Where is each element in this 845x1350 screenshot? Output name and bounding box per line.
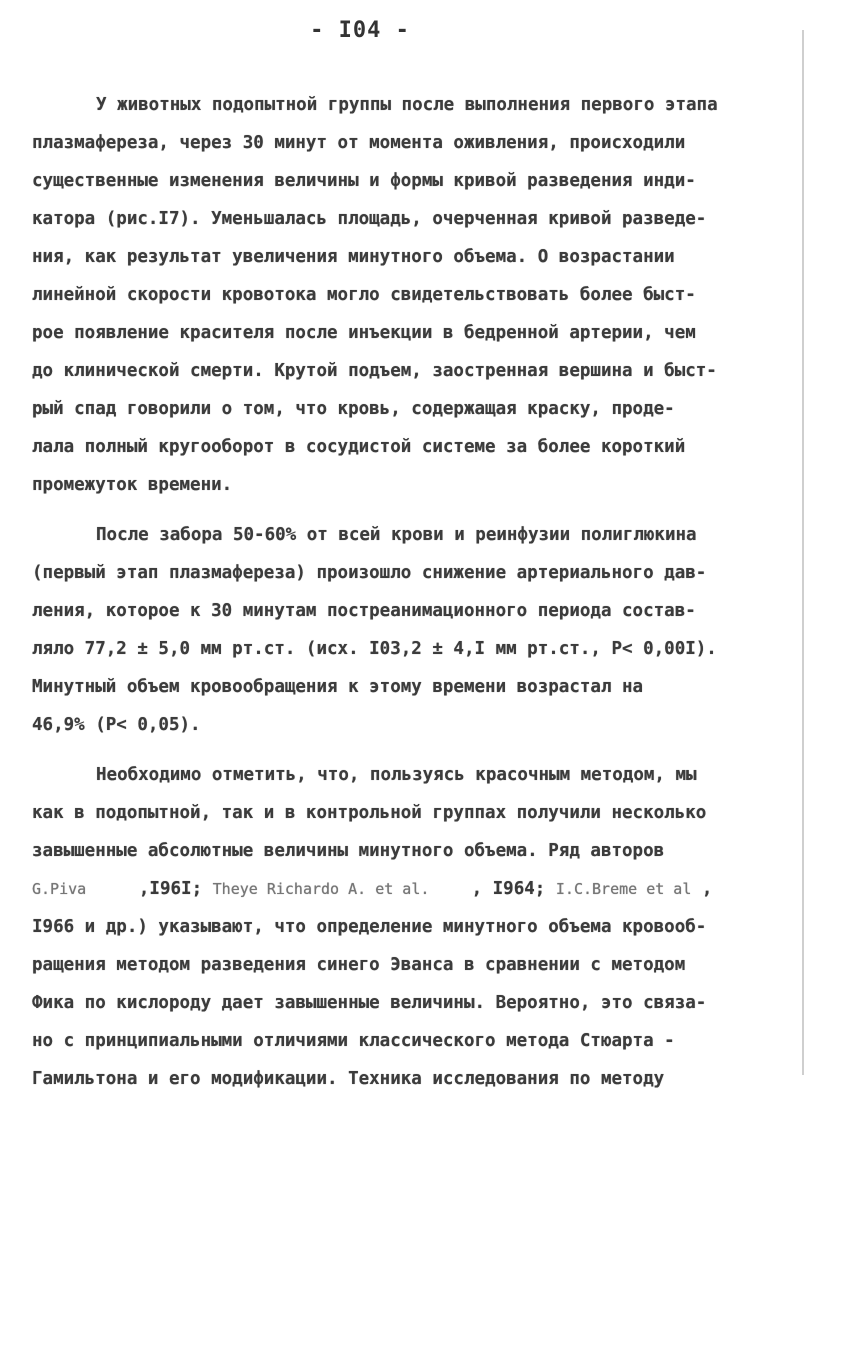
ref-year: ,I96I; xyxy=(138,879,203,899)
margin-rule xyxy=(802,30,804,1075)
text-line: плазмафереза, через 30 минут от момента оживления, происходили xyxy=(32,133,686,153)
text-line: катора (рис.I7). Уменьшалась площадь, очерченная кривой разведе- xyxy=(32,209,707,229)
text-line: как в подопытной, так и в контрольной группах получили несколько xyxy=(32,803,707,823)
paragraph-gap xyxy=(32,744,797,756)
text-line: линейной скорости кровотока могло свидетельствовать более быст- xyxy=(32,285,696,305)
paragraph-2 xyxy=(32,516,797,744)
text-line: рое появление красителя после инъекции в бедренной артерии, чем xyxy=(32,323,696,343)
ref-author: Theye Richardo A. et al. xyxy=(212,880,430,898)
paragraph-1 xyxy=(32,86,797,504)
ref-year: , I964; xyxy=(471,879,546,899)
page-number: - I04 - xyxy=(310,18,410,43)
text-line: Фика по кислороду дает завышенные величины. Вероятно, это связа- xyxy=(32,993,707,1013)
text-line: рый спад говорили о том, что кровь, содержащая краску, проде- xyxy=(32,399,675,419)
text-line: до клинической смерти. Крутой подъем, заостренная вершина и быст- xyxy=(32,361,717,381)
ref-year: , xyxy=(701,879,713,899)
text-line: промежуток времени. xyxy=(32,475,233,495)
text-line: У животных подопытной группы после выполнения первого этапа xyxy=(96,95,718,115)
references-line xyxy=(32,870,797,908)
text-line: лала полный кругооборот в сосудистой системе за более короткий xyxy=(32,437,686,457)
text-line: 46,9% (P< 0,05). xyxy=(32,715,201,735)
ref-author: I.C.Breme et al xyxy=(555,880,692,898)
text-line: (первый этап плазмафереза) произошло снижение артериального дав- xyxy=(32,563,707,583)
text-line: ляло 77,2 ± 5,0 мм рт.ст. (исх. I03,2 ± 4,I мм рт.ст., P< 0,00I). xyxy=(32,639,717,659)
text-line: I966 и др.) указывают, что определение минутного объема кровооб- xyxy=(32,917,707,937)
paragraph-3 xyxy=(32,756,797,1098)
text-line: но с принципиальными отличиями классического метода Стюарта - xyxy=(32,1031,675,1051)
text-line: ращения методом разведения синего Эванса в сравнении с методом xyxy=(32,955,686,975)
text-line: существенные изменения величины и формы кривой разведения инди- xyxy=(32,171,696,191)
paragraph-gap xyxy=(32,504,797,516)
text-line: После забора 50-60% от всей крови и реинфузии полиглюкина xyxy=(96,525,697,545)
ref-author: G.Piva xyxy=(32,880,87,898)
body-text xyxy=(32,86,797,1098)
text-line: Гамильтона и его модификации. Техника исследования по методу xyxy=(32,1069,665,1089)
text-line: Необходимо отметить, что, пользуясь красочным методом, мы xyxy=(96,765,697,785)
text-line: Минутный объем кровообращения к этому времени возрастал на xyxy=(32,677,644,697)
text-line: ления, которое к 30 минутам постреанимационного периода состав- xyxy=(32,601,696,621)
text-line: завышенные абсолютные величины минутного объема. Ряд авторов xyxy=(32,841,665,861)
text-line: ния, как результат увеличения минутного объема. О возрастании xyxy=(32,247,675,267)
